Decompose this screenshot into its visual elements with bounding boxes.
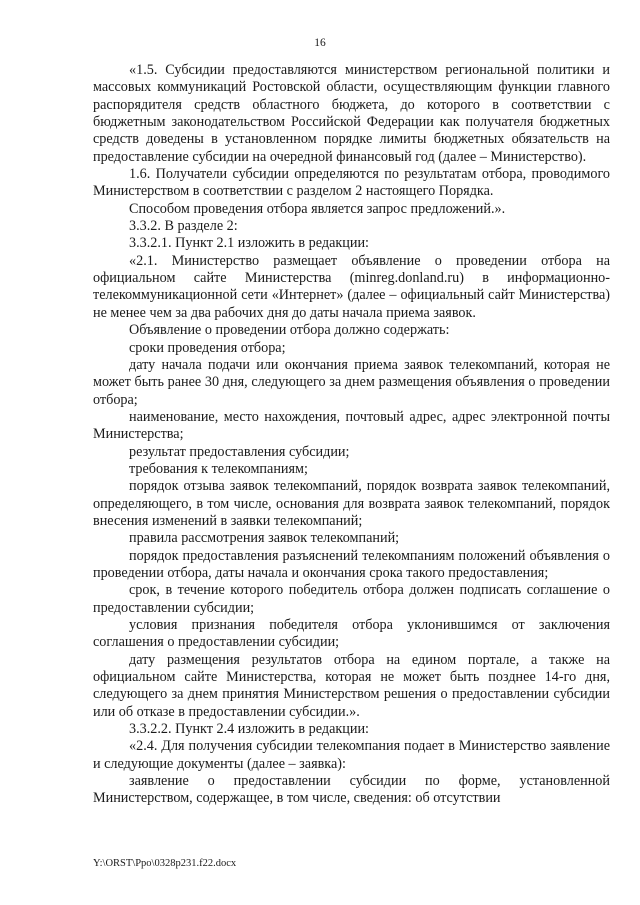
paragraph: 3.3.2. В разделе 2: [129, 218, 238, 235]
paragraph: 1.6. Получатели субсидии определяются по результатам отбора, проводимого Министерством в соответствии с разделом 2 настоящего Порядка. [93, 166, 610, 200]
paragraph: «2.1. Министерство размещает объявление о проведении отбора на официальном сайте Министерства (minreg.donland.ru) в информационно-телекоммуникационной сети «Интернет» (далее – официальный сайт Министерства) не менее чем за два рабочих дня до даты начала приема заявок. [93, 252, 610, 321]
file-path-footer: Y:\ORST\Ppo\0328p231.f22.docx [93, 858, 237, 869]
page-number: 16 [314, 37, 326, 49]
paragraph: порядок предоставления разъяснений телекомпаниям положений объявления о проведении отбора, даты начала и окончания срока такого предоставления; [93, 547, 610, 581]
paragraph: требования к телекомпаниям; [129, 460, 308, 477]
paragraph: порядок отзыва заявок телекомпаний, порядок возврата заявок телекомпаний, определяющего, в том числе, основания для возврата заявок телекомпаний, порядок внесения изменений в заявки телекомпаний; [93, 478, 610, 529]
paragraph: заявление о предоставлении субсидии по форме, установленной Министерством, содержащее, в том числе, сведения: об отсутствии [93, 773, 610, 807]
paragraph: 3.3.2.1. Пункт 2.1 изложить в редакции: [129, 235, 369, 252]
paragraph: условия признания победителя отбора уклонившимся от заключения соглашения о предоставлении субсидии; [93, 617, 610, 651]
paragraph: срок, в течение которого победитель отбора должен подписать соглашение о предоставлении субсидии; [93, 582, 610, 616]
paragraph: 3.3.2.2. Пункт 2.4 изложить в редакции: [129, 721, 369, 738]
paragraph: дату начала подачи или окончания приема заявок телекомпаний, которая не может быть ранее 30 дня, следующего за днем размещения объявления о проведении отбора; [93, 356, 610, 408]
paragraph: результат предоставления субсидии; [129, 443, 350, 460]
document-body [93, 62, 610, 808]
paragraph: дату размещения результатов отбора на едином портале, а также на официальном сайте Министерства, которая не может быть позднее 14-го дня, следующего за днем принятия Министерством решения о предоставлении субсидии или об отказе в предоставлении субсидии.». [93, 651, 610, 720]
paragraph: «1.5. Субсидии предоставляются министерством региональной политики и массовых коммуникаций Ростовской области, осуществляющим функции главного распорядителя средств областного бюджета, до которого в соответствии с бюджетным законодательством Российской Федерации как получателя бюджетных средств доведены в установленном порядке лимиты бюджетных обязательств на предоставление субсидии на очередной финансовый год (далее – Министерство). [93, 62, 610, 165]
paragraph: Объявление о проведении отбора должно содержать: [129, 322, 450, 339]
paragraph: правила рассмотрения заявок телекомпаний; [129, 530, 400, 547]
paragraph: наименование, место нахождения, почтовый адрес, адрес электронной почты Министерства; [93, 408, 610, 443]
paragraph: Способом проведения отбора является запрос предложений.». [129, 200, 506, 217]
paragraph: «2.4. Для получения субсидии телекомпания подает в Министерство заявление и следующие документы (далее – заявка): [93, 738, 610, 772]
paragraph: сроки проведения отбора; [129, 339, 286, 356]
